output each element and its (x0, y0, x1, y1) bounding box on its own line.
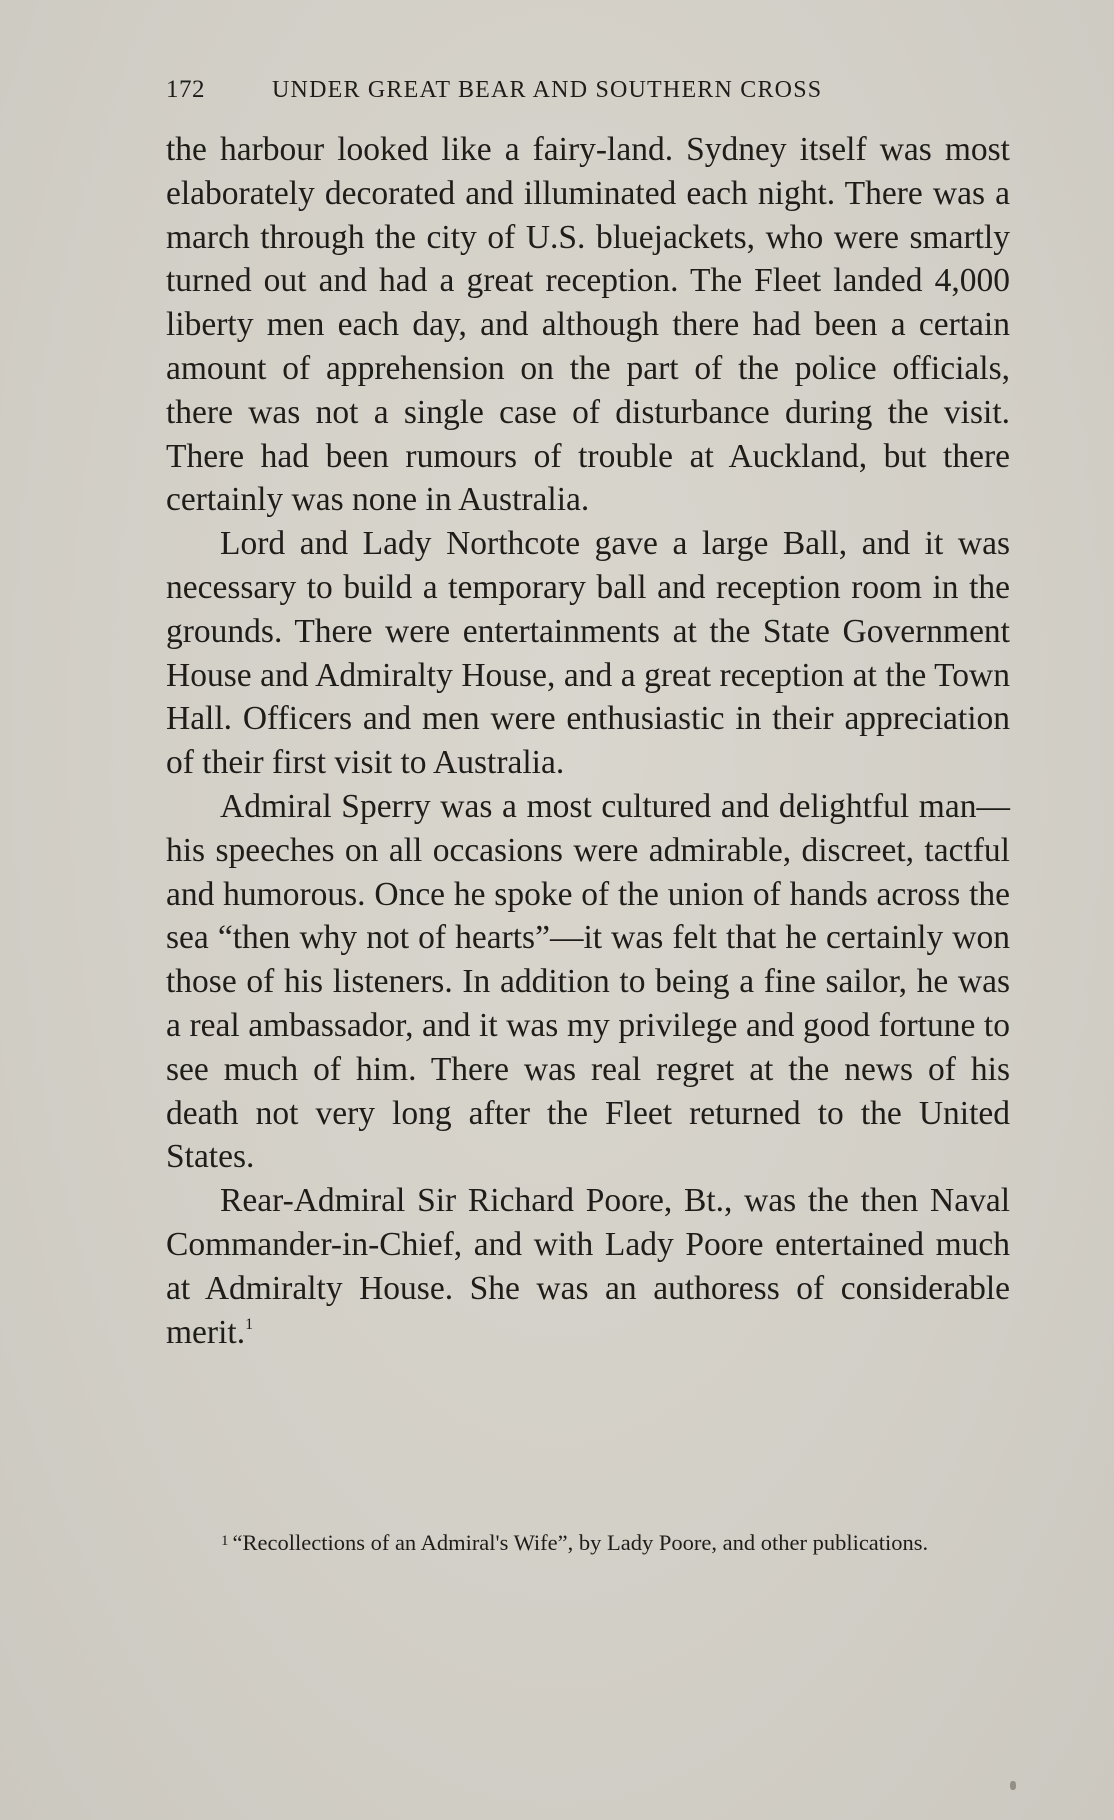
paper-speck (1010, 1781, 1016, 1790)
paragraph-4-text: Rear-Admiral Sir Richard Poore, Bt., was the then Naval Commander-in-Chief, and with Lady Poore entertained much at Admiralty House. She was an authoress of considerable merit. (166, 1182, 1010, 1351)
page-header (166, 76, 1016, 110)
paragraph-1 (166, 128, 1010, 522)
paragraph-3 (166, 785, 1010, 1179)
paragraph-1-text: the harbour looked like a fairy-land. Sydney itself was most elaborately decorated and illuminated each night. There was a march through the city of U.S. bluejackets, who were smartly turned out and had a great reception. The Fleet landed 4,000 liberty men each day, and although there had been a certain amount of apprehension on the part of the police officials, there was not a single case of disturbance during the visit. There had been rumours of trouble at Auckland, but there certainly was none in Australia. (166, 131, 1010, 519)
footnote-reference[interactable]: 1 (245, 1315, 254, 1333)
footnote (173, 1528, 1019, 1556)
body-text (166, 128, 1010, 1354)
footnote-mark: 1 (221, 1533, 229, 1549)
paragraph-4 (166, 1179, 1010, 1354)
paragraph-3-text: Admiral Sperry was a most cultured and delightful man—his speeches on all occasions were admirable, discreet, tactful and humorous. Once he spoke of the union of hands across the sea “then why not of hearts”—it was felt that he certainly won those of his listeners. In addition to being a fine sailor, he was a real ambassador, and it was my privilege and good fortune to see much of him. There was real regret at the news of his death not very long after the Fleet returned to the United States. (166, 787, 1010, 1176)
page-number: 172 (166, 76, 205, 103)
footnote-text: “Recollections of an Admiral's Wife”, by Lady Poore, and other publications. (232, 1530, 929, 1555)
running-head: UNDER GREAT BEAR AND SOUTHERN CROSS (272, 77, 823, 103)
paragraph-2-text: Lord and Lady Northcote gave a large Ball, and it was necessary to build a temporary ball and reception room in the grounds. There were entertainments at the State Government House and Admiralty House, and a great reception at the Town Hall. Officers and men were enthusiastic in their appreciation of their first visit to Australia. (166, 525, 1010, 782)
paragraph-2 (166, 522, 1010, 785)
